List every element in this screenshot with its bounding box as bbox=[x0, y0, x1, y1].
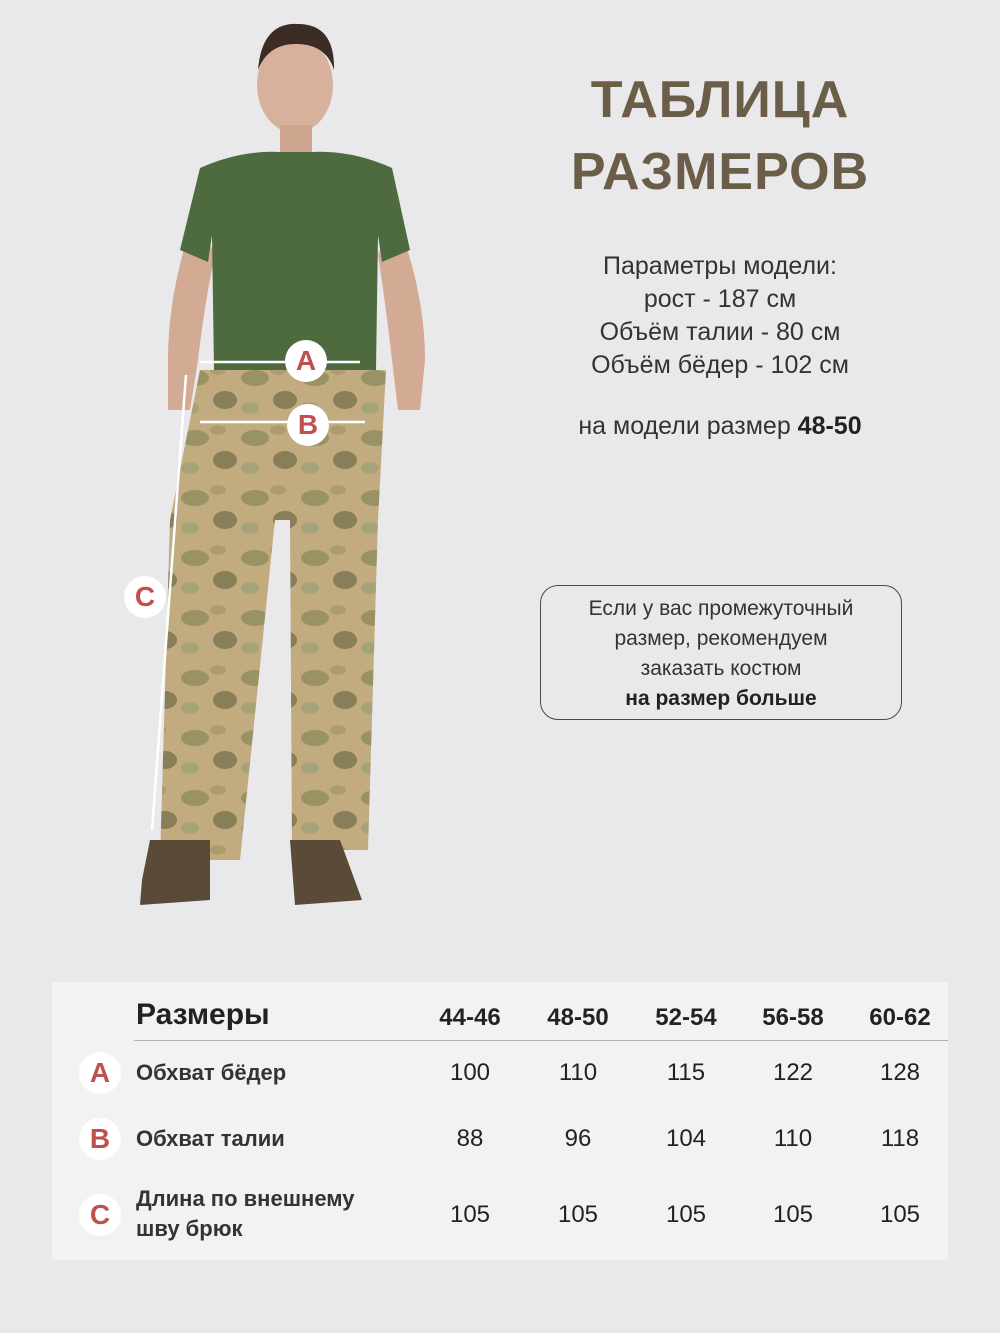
table-cell: 104 bbox=[665, 1125, 707, 1152]
table-row bbox=[52, 1052, 948, 1112]
table-cell: 105 bbox=[879, 1201, 921, 1228]
title-line-2: РАЗМЕРОВ bbox=[570, 143, 870, 201]
model-size-prefix: на модели размер bbox=[578, 412, 798, 440]
marker-c: C bbox=[124, 576, 166, 618]
table-cell: 96 bbox=[564, 1125, 592, 1152]
size-advice-note bbox=[540, 585, 902, 720]
table-header-label: Размеры bbox=[136, 998, 270, 1031]
param-height: рост - 187 см bbox=[643, 285, 797, 313]
title-line-1: ТАБЛИЦА bbox=[590, 71, 850, 129]
marker-b: B bbox=[287, 404, 329, 446]
row-label: Обхват талии bbox=[136, 1126, 285, 1151]
size-col-1: 44-46 bbox=[439, 1004, 501, 1031]
table-cell: 88 bbox=[456, 1125, 484, 1152]
model-photo bbox=[0, 0, 520, 960]
row-badge: A bbox=[79, 1052, 121, 1094]
size-col-5: 60-62 bbox=[869, 1004, 931, 1031]
left-boot bbox=[140, 840, 210, 905]
param-hips: Объём бёдер - 102 см bbox=[591, 351, 849, 379]
pants bbox=[160, 370, 386, 860]
table-cell: 100 bbox=[449, 1059, 491, 1086]
note-line-1: Если у вас промежуточный bbox=[588, 597, 854, 620]
table-cell: 110 bbox=[773, 1125, 813, 1152]
model-parameters bbox=[545, 250, 895, 382]
table-cell: 128 bbox=[879, 1059, 921, 1086]
size-col-3: 52-54 bbox=[655, 1004, 717, 1031]
params-heading: Параметры модели: bbox=[603, 252, 837, 280]
table-row bbox=[52, 1186, 948, 1258]
note-bold-line: на размер больше bbox=[625, 687, 817, 710]
size-col-2: 48-50 bbox=[547, 1004, 609, 1031]
model-figure bbox=[0, 0, 520, 960]
table-divider bbox=[134, 1040, 948, 1041]
row-label: Длина по внешнему шву брюк bbox=[136, 1186, 355, 1241]
table-cell: 115 bbox=[666, 1059, 706, 1086]
page-title bbox=[540, 64, 900, 208]
shirt bbox=[180, 152, 410, 370]
param-waist: Объём талии - 80 см bbox=[599, 318, 841, 346]
note-line-3: заказать костюм bbox=[640, 657, 802, 680]
row-badge: C bbox=[79, 1194, 121, 1236]
model-size-value: 48-50 bbox=[797, 412, 862, 440]
table-header bbox=[52, 982, 948, 1040]
table-cell: 110 bbox=[558, 1059, 598, 1086]
size-col-4: 56-58 bbox=[762, 1004, 824, 1031]
marker-a: A bbox=[285, 340, 327, 382]
table-row bbox=[52, 1118, 948, 1178]
table-cell: 105 bbox=[449, 1201, 491, 1228]
model-size bbox=[520, 412, 920, 441]
size-table bbox=[52, 982, 948, 1260]
row-badge: B bbox=[79, 1118, 121, 1160]
table-cell: 105 bbox=[772, 1201, 814, 1228]
table-cell: 105 bbox=[557, 1201, 599, 1228]
table-cell: 118 bbox=[880, 1125, 920, 1152]
table-cell: 122 bbox=[772, 1059, 814, 1086]
row-label: Обхват бёдер bbox=[136, 1060, 287, 1085]
table-cell: 105 bbox=[665, 1201, 707, 1228]
note-line-2: размер, рекомендуем bbox=[614, 627, 828, 650]
